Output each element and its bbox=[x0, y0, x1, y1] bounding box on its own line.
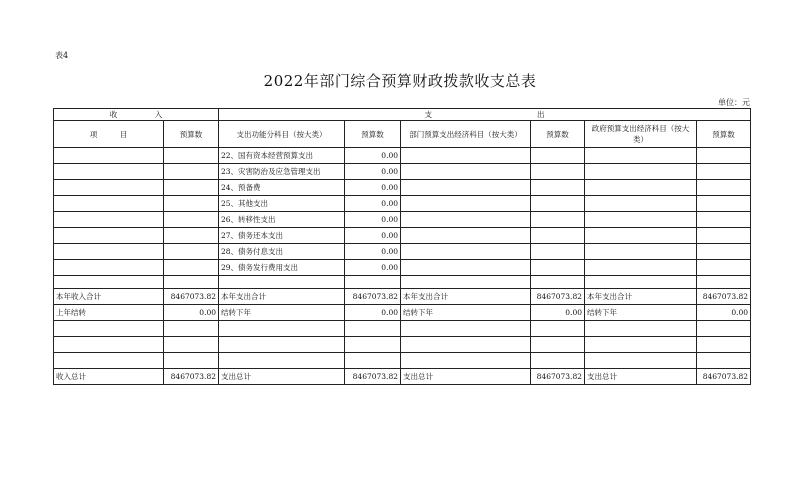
table-row bbox=[54, 244, 751, 260]
next-carry-label: 结转下年 bbox=[585, 305, 697, 321]
next-carry-label: 结转下年 bbox=[401, 305, 531, 321]
func-value: 0.00 bbox=[345, 244, 401, 260]
expense-header: 支 出 bbox=[219, 109, 751, 121]
income-total-label: 本年收入合计 bbox=[54, 289, 164, 305]
func-value: 0.00 bbox=[345, 260, 401, 276]
func-value: 0.00 bbox=[345, 180, 401, 196]
col-budget: 预算数 bbox=[164, 121, 219, 148]
gov-grand-label: 支出总计 bbox=[585, 369, 697, 385]
page-title: 2022年部门综合预算财政拨款收支总表 bbox=[263, 72, 537, 90]
table-row bbox=[54, 196, 751, 212]
func-total-label: 本年支出合计 bbox=[219, 289, 345, 305]
table-row bbox=[54, 276, 751, 289]
next-carry-value: 0.00 bbox=[345, 305, 401, 321]
func-label: 22、国有资本经营预算支出 bbox=[219, 148, 345, 164]
gov-total-value: 8467073.82 bbox=[697, 289, 751, 305]
func-label: 25、其他支出 bbox=[219, 196, 345, 212]
func-label: 28、债务付息支出 bbox=[219, 244, 345, 260]
table-row bbox=[54, 148, 751, 164]
table-row bbox=[54, 321, 751, 337]
grand-total-row bbox=[54, 369, 751, 385]
col-func-subject: 支出功能分科目（按大类） bbox=[219, 121, 345, 148]
func-label: 26、转移性支出 bbox=[219, 212, 345, 228]
dept-total-value: 8467073.82 bbox=[531, 289, 585, 305]
dept-grand-value: 8467073.82 bbox=[531, 369, 585, 385]
table-number: 表4 bbox=[55, 51, 69, 60]
func-value: 0.00 bbox=[345, 196, 401, 212]
next-carry-value: 0.00 bbox=[531, 305, 585, 321]
col-budget: 预算数 bbox=[345, 121, 401, 148]
gov-total-label: 本年支出合计 bbox=[585, 289, 697, 305]
table-row bbox=[54, 353, 751, 369]
header-row-1 bbox=[54, 109, 751, 121]
func-label: 27、债务还本支出 bbox=[219, 228, 345, 244]
gov-grand-value: 8467073.82 bbox=[697, 369, 751, 385]
dept-grand-label: 支出总计 bbox=[401, 369, 531, 385]
prev-carry-label: 上年结转 bbox=[54, 305, 164, 321]
func-grand-value: 8467073.82 bbox=[345, 369, 401, 385]
func-label: 29、债务发行费用支出 bbox=[219, 260, 345, 276]
income-grand-value: 8467073.82 bbox=[164, 369, 219, 385]
next-carry-value: 0.00 bbox=[697, 305, 751, 321]
func-grand-label: 支出总计 bbox=[219, 369, 345, 385]
income-grand-label: 收入总计 bbox=[54, 369, 164, 385]
col-budget: 预算数 bbox=[531, 121, 585, 148]
unit-label: 单位：元 bbox=[718, 98, 750, 107]
func-label: 24、预备费 bbox=[219, 180, 345, 196]
func-label: 23、灾害防治及应急管理支出 bbox=[219, 164, 345, 180]
col-dept-econ: 部门预算支出经济科目（按大类） bbox=[401, 121, 531, 148]
col-budget: 预算数 bbox=[697, 121, 751, 148]
func-value: 0.00 bbox=[345, 148, 401, 164]
table-row bbox=[54, 212, 751, 228]
budget-summary-table bbox=[53, 108, 751, 385]
income-total-value: 8467073.82 bbox=[164, 289, 219, 305]
func-value: 0.00 bbox=[345, 164, 401, 180]
prev-carry-value: 0.00 bbox=[164, 305, 219, 321]
income-header: 收 入 bbox=[54, 109, 219, 121]
header-row-2 bbox=[54, 121, 751, 148]
next-carry-label: 结转下年 bbox=[219, 305, 345, 321]
table-row bbox=[54, 164, 751, 180]
carry-row bbox=[54, 305, 751, 321]
func-value: 0.00 bbox=[345, 228, 401, 244]
table-row bbox=[54, 260, 751, 276]
func-value: 0.00 bbox=[345, 212, 401, 228]
table-row bbox=[54, 180, 751, 196]
table-row bbox=[54, 228, 751, 244]
dept-total-label: 本年支出合计 bbox=[401, 289, 531, 305]
year-total-row bbox=[54, 289, 751, 305]
col-item: 项 目 bbox=[54, 121, 164, 148]
func-total-value: 8467073.82 bbox=[345, 289, 401, 305]
col-gov-econ: 政府预算支出经济科目（按大类） bbox=[585, 121, 697, 148]
table-row bbox=[54, 337, 751, 353]
